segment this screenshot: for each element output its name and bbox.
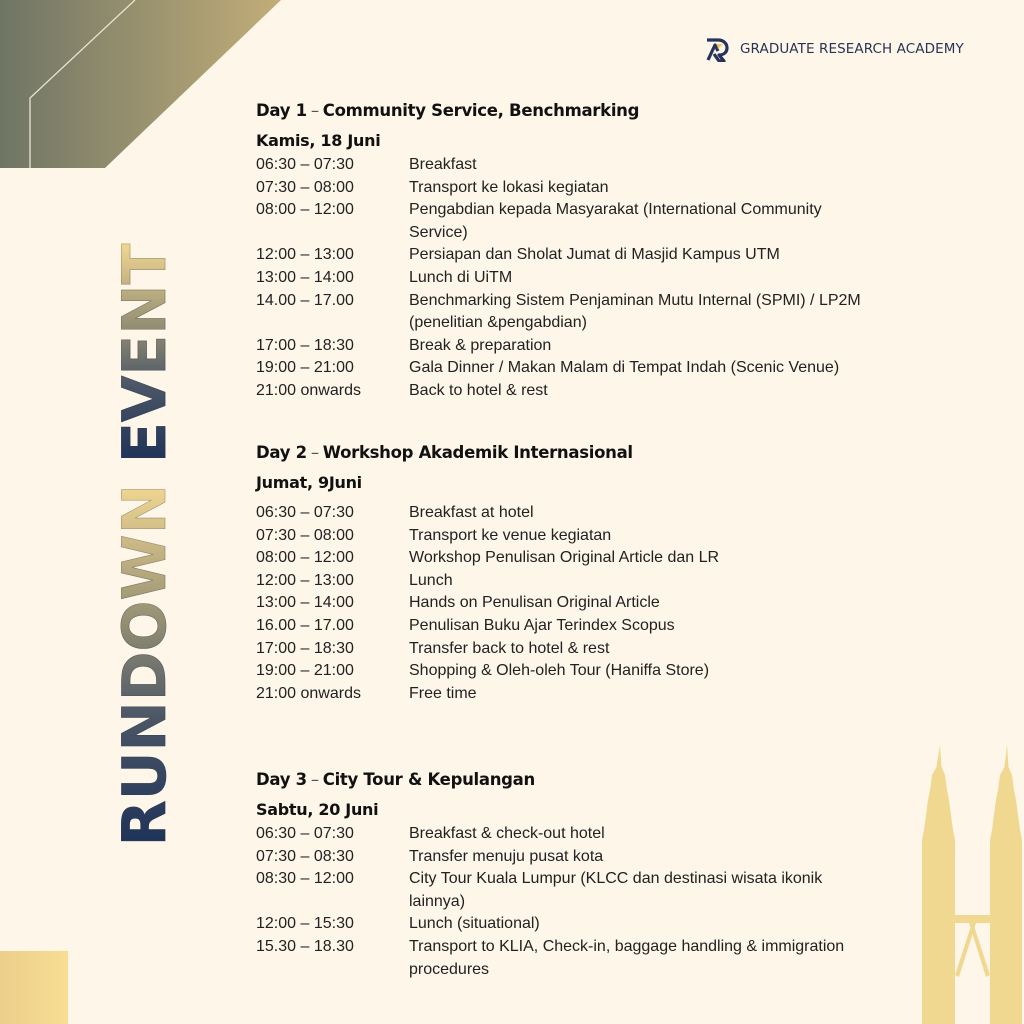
schedule-activity: Transport ke lokasi kegiatan [409, 178, 609, 196]
schedule-activity: Shopping & Oleh-oleh Tour (Haniffa Store) [409, 662, 710, 680]
schedule-list [256, 502, 719, 705]
schedule-time: 15.30 – 18.30 [256, 937, 354, 955]
corner-gradient-shape [0, 0, 290, 170]
day-heading [256, 440, 719, 466]
schedule-activity: Persiapan dan Sholat Jumat di Masjid Kampus UTM [409, 246, 780, 264]
schedule-time: 13:00 – 14:00 [256, 594, 354, 612]
schedule-list [256, 154, 879, 403]
day-title: Community Service, Benchmarking [322, 101, 640, 120]
schedule-time: 17:00 – 18:30 [256, 639, 354, 657]
schedule-row [256, 290, 879, 335]
rundown-event-title [110, 243, 180, 847]
schedule-row [256, 380, 879, 403]
day-label: Day 1 [256, 101, 307, 120]
schedule-activity: Gala Dinner / Makan Malam di Tempat Indah (Scenic Venue) [409, 359, 840, 377]
schedule-time: 07:30 – 08:00 [256, 178, 354, 196]
schedule-activity: Transfer menuju pusat kota [409, 847, 604, 865]
schedule-time: 12:00 – 13:00 [256, 571, 354, 589]
schedule-activity: Penulisan Buku Ajar Terindex Scopus [409, 616, 675, 634]
schedule-time: 07:30 – 08:00 [256, 526, 354, 544]
day-3-section [256, 767, 879, 981]
schedule-activity: Transport ke venue kegiatan [409, 526, 612, 544]
schedule-activity: Workshop Penulisan Original Article dan LR [409, 549, 720, 567]
day-title: City Tour & Kepulangan [322, 770, 535, 789]
brand-name: GRADUATE RESEARCH ACADEMY [740, 41, 964, 57]
schedule-time: 13:00 – 14:00 [256, 268, 354, 286]
schedule-activity: Free time [409, 684, 477, 702]
schedule-time: 14.00 – 17.00 [256, 291, 354, 309]
schedule-row [256, 846, 879, 869]
schedule-row [256, 913, 879, 936]
schedule-row [256, 868, 879, 913]
day-date: Jumat, 9Juni [256, 473, 362, 492]
day-date: Sabtu, 20 Juni [256, 800, 379, 819]
schedule-time: 19:00 – 21:00 [256, 662, 354, 680]
schedule-time: 21:00 onwards [256, 381, 361, 399]
day-date: Kamis, 18 Juni [256, 131, 381, 150]
schedule-row [256, 154, 879, 177]
day-dash: – [310, 770, 319, 789]
schedule-row [256, 638, 719, 661]
petronas-towers-icon [918, 745, 1024, 1024]
day-1-section [256, 98, 879, 403]
schedule-time: 12:00 – 13:00 [256, 246, 354, 264]
schedule-time: 21:00 onwards [256, 684, 361, 702]
schedule-row [256, 335, 879, 358]
schedule-row [256, 615, 719, 638]
schedule-row [256, 570, 719, 593]
schedule-activity: Break & preparation [409, 336, 552, 354]
schedule-row [256, 660, 719, 683]
schedule-time: 08:30 – 12:00 [256, 870, 354, 888]
day-label: Day 2 [256, 443, 307, 462]
schedule-row [256, 592, 719, 615]
schedule-time: 08:00 – 12:00 [256, 201, 354, 219]
schedule-time: 08:00 – 12:00 [256, 549, 354, 567]
schedule-activity: Lunch [409, 571, 453, 589]
schedule-time: 06:30 – 07:30 [256, 504, 354, 521]
schedule-activity: Breakfast & check-out hotel [409, 825, 605, 842]
title-word-rundown: RUNDOWN [110, 484, 180, 847]
schedule-row [256, 199, 879, 244]
schedule-activity: Hands on Penulisan Original Article [409, 594, 660, 612]
schedule-row [256, 244, 879, 267]
schedule-row [256, 502, 719, 525]
schedule-row [256, 267, 879, 290]
day-2-section [256, 440, 719, 705]
title-word-event: EVENT [110, 243, 180, 464]
schedule-row [256, 823, 879, 846]
schedule-activity: Transfer back to hotel & rest [409, 639, 610, 657]
schedule-activity: Benchmarking Sistem Penjaminan Mutu Internal (SPMI) / LP2M (penelitian &pengabdian) [409, 291, 861, 332]
schedule-row [256, 357, 879, 380]
schedule-activity: Pengabdian kepada Masyarakat (International Community Service) [409, 201, 822, 241]
schedule-activity: Lunch di UiTM [409, 268, 513, 286]
schedule-time: 06:30 – 07:30 [256, 825, 354, 842]
schedule-activity: City Tour Kuala Lumpur (KLCC dan destinasi wisata ikonik lainnya) [409, 870, 823, 910]
day-dash: – [310, 101, 319, 120]
schedule-activity: Breakfast [409, 156, 477, 173]
schedule-time: 16.00 – 17.00 [256, 616, 354, 634]
schedule-activity: Transport to KLIA, Check-in, baggage handling & immigration procedures [409, 937, 845, 978]
schedule-activity: Breakfast at hotel [409, 504, 534, 521]
schedule-time: 06:30 – 07:30 [256, 156, 354, 173]
day-heading [256, 98, 879, 124]
schedule-list [256, 823, 879, 981]
brand-header [704, 36, 964, 62]
graduate-research-academy-logo-icon [704, 36, 730, 62]
schedule-time: 12:00 – 15:30 [256, 915, 354, 933]
schedule-activity: Lunch (situational) [409, 915, 540, 933]
gold-square-decoration [0, 951, 68, 1024]
schedule-row [256, 525, 719, 548]
schedule-activity: Back to hotel & rest [409, 381, 548, 399]
schedule-row [256, 177, 879, 200]
schedule-time: 17:00 – 18:30 [256, 336, 354, 354]
schedule-row [256, 547, 719, 570]
schedule-row [256, 683, 719, 706]
schedule-time: 07:30 – 08:30 [256, 847, 354, 865]
day-heading [256, 767, 879, 793]
day-label: Day 3 [256, 770, 307, 789]
day-dash: – [310, 443, 319, 462]
day-title: Workshop Akademik Internasional [322, 443, 633, 462]
schedule-row [256, 936, 879, 981]
schedule-time: 19:00 – 21:00 [256, 359, 354, 377]
